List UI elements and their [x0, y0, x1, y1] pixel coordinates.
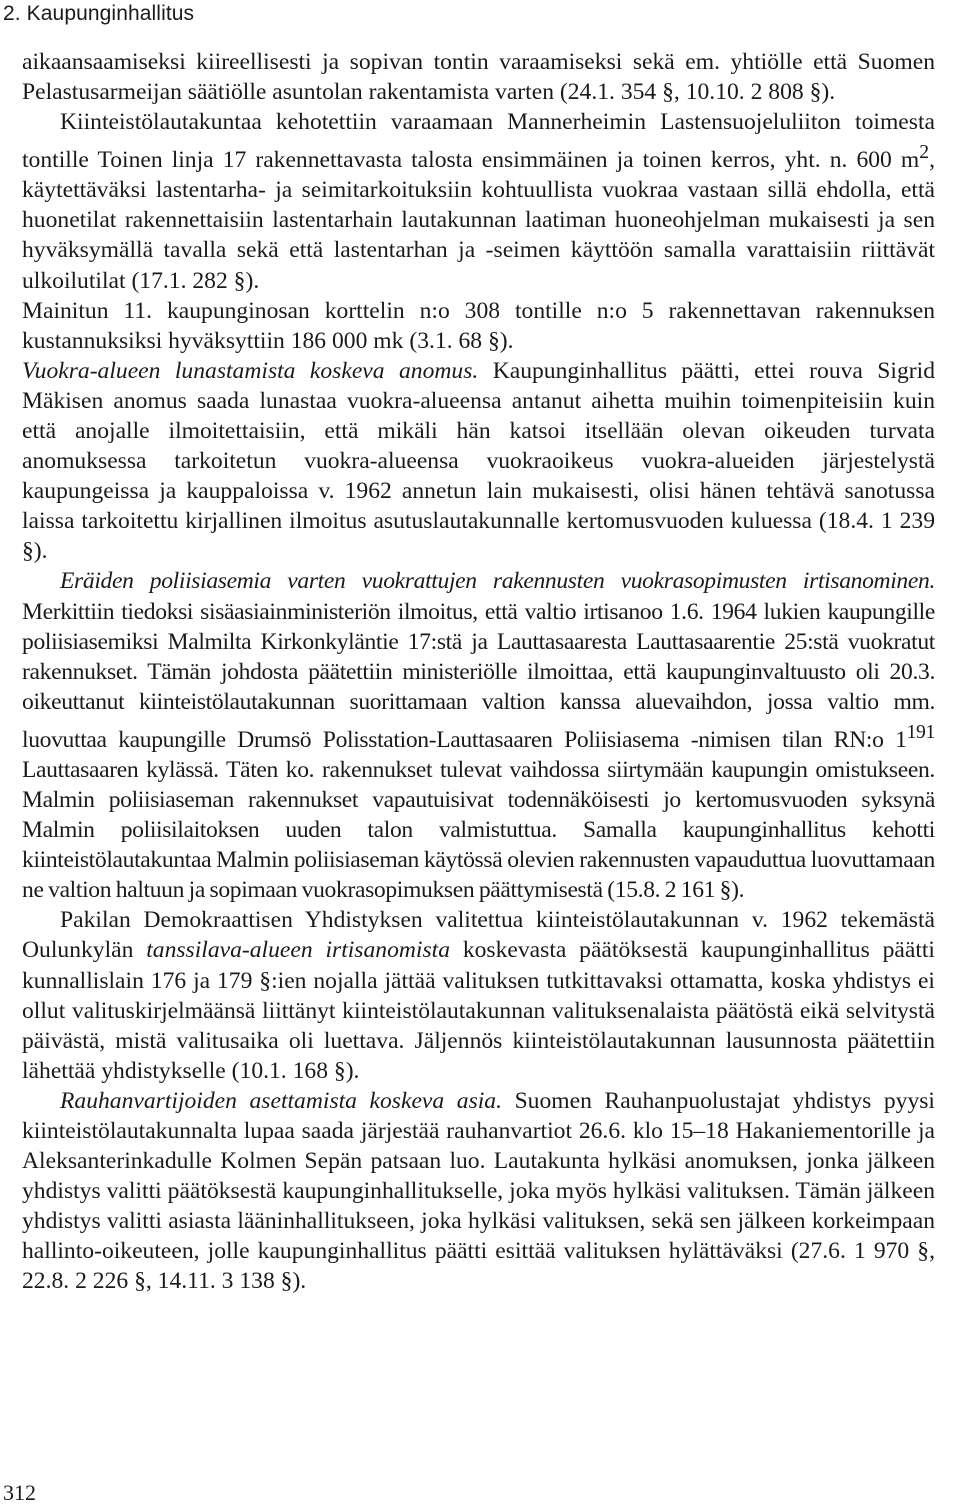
- paragraph: Kiinteistölautakuntaa kehotettiin varaamaan Mannerheimin Lastensuojeluliiton toimesta tontille Toinen linja 17 rakennettavasta talosta ensimmäinen ja toinen kerros, yht. n. 600 $m^2$, käytettäväksi lastentarha- ja seimitarkoituksiin kohtuullista vuokraa vastaan sillä ehdolla, että huonetilat rakennettaisiin lastentarhain lautakunnan laatiman huoneohjelman mukaisesti ja sen hyväksymällä tavalla sekä että lastentarhan ja -seimen käyttöön samalla varattaisiin riittävät ulkoilutilat (17.1. 282 §).: [22, 109, 935, 294]
- superscript: 191: [906, 720, 935, 743]
- running-header: 2. Kaupunginhallitus: [3, 2, 195, 25]
- body-text: [22, 47, 935, 1297]
- paragraph: aikaansaamiseksi kiireellisesti ja sopivan tontin varaamiseksi sekä em. yhtiölle että Suomen Pelastusarmeijan säätiölle asuntolan rakentamista varten (24.1. 354 §, 10.10. 2 808 §).: [22, 49, 935, 106]
- paragraph: Mainitun 11. kaupunginosan korttelin n:o 308 tontille n:o 5 rakennettavan rakennuksen kustannuksiksi hyväksyttiin 186 000 mk (3.1. 68 §).: [22, 297, 935, 354]
- section-heading: Eräiden poliisiasemia varten vuokrattujen rakennusten vuokrasopimusten irtisanominen.: [60, 568, 935, 595]
- page-number: 312: [3, 1480, 36, 1505]
- paragraph: Rauhanvartijoiden asettamista koskeva asia. Suomen Rauhanpuolustajat yhdistys pyysi kiinteistölautakunnalta lupaa saada järjestää rauhanvartiot 26.6. klo 15–18 Hakaniementorille ja Aleksanterinkadulle Kolmen Sepän patsaan luo. Lautakunta hylkäsi anomuksen, jonka jälkeen yhdistys valitti päätöksestä kaupunginhallitukselle, joka myös hylkäsi valituksen. Tämän jälkeen yhdistys valitti asiasta lääninhallitukseen, joka hylkäsi valituksen, sekä sen jälkeen korkeimpaan hallinto-oikeuteen, jolle kaupunginhallitus päätti esittää valituksen hylättäväksi (27.6. 1 970 §, 22.8. 2 226 §, 14.11. 3 138 §).: [22, 1087, 935, 1295]
- section-heading: Rauhanvartijoiden asettamista koskeva asia.: [60, 1087, 502, 1114]
- superscript: 2: [919, 141, 930, 164]
- paragraph: Vuokra-alueen lunastamista koskeva anomus. Kaupunginhallitus päätti, ettei rouva Sigrid Mäkisen anomus saada lunastaa vuokra-alueensa antanut aihetta muihin toimenpiteisiin kuin että anojalle ilmoitettaisiin, että mikäli hän katsoi itsellään olevan oikeuden turvata anomuksessa tarkoitetun vuokra-alueensa vuokraoikeus vuokra-alueiden järjestelystä kaupungeissa ja kauppaloissa v. 1962 annetun lain mukaisesti, olisi hänen tehtävä sanotussa laissa tarkoitettu kirjallinen ilmoitus asutuslautakunnalle kertomusvuoden kuluessa (18.4. 1 239 §).: [22, 357, 935, 565]
- emphasis: tanssilava-alueen irtisanomista: [146, 937, 451, 964]
- paragraph: Eräiden poliisiasemia varten vuokrattujen rakennusten vuokrasopimusten irtisanominen. Merkittiin tiedoksi sisäasiainministeriön ilmoitus, että valtio irtisanoo 1.6. 1964 lukien kaupungille poliisiasemiksi Malmilta Kirkonkyläntie 17:stä ja Lauttasaaresta Lauttasaarentie 25:stä vuokratut rakennukset. Tämän johdosta päätettiin ministeriölle ilmoittaa, että kaupunginvaltuusto oli 20.3. oikeuttanut kiinteistölautakunnan suorittamaan valtion kanssa aluevaihdon, jossa valtio mm. luovuttaa kaupungille Drumsö Polisstation-Lauttasaaren Poliisiasema -nimisen tilan RN:o $1^{191}$ Lauttasaaren kylässä. Täten ko. rakennukset tulevat vaihdossa siirtymään kaupungin omistukseen. Malmin poliisiaseman rakennukset vapautuisivat todennäköisesti jo kertomusvuoden syksynä Malmin poliisilaitoksen uuden talon valmistuttua. Samalla kaupunginhallitus kehotti kiinteistölautakuntaa Malmin poliisiaseman käytössä olevien rakennusten vapauduttua luovuttamaan ne valtion haltuun ja sopimaan vuokrasopimuksen päättymisestä (15.8. 2 161 §).: [22, 568, 935, 904]
- section-heading: Vuokra-alueen lunastamista koskeva anomus.: [22, 357, 479, 384]
- paragraph: Pakilan Demokraattisen Yhdistyksen valitettua kiinteistölautakunnan v. 1962 tekemästä Oulunkylän tanssilava-alueen irtisanomista koskevasta päätöksestä kaupunginhallitus päätti kunnallislain 176 ja 179 §:ien nojalla jättää valituksen tutkittavaksi ottamatta, koska yhdistys ei ollut valituskirjelmäänsä liittänyt kiinteistölautakunnan valituksenalaista päätöstä eikä selvitystä päivästä, mistä valitusaika oli luettava. Jäljennös kiinteistölautakunnan lausunnosta päätettiin lähettää yhdistykselle (10.1. 168 §).: [22, 907, 935, 1084]
